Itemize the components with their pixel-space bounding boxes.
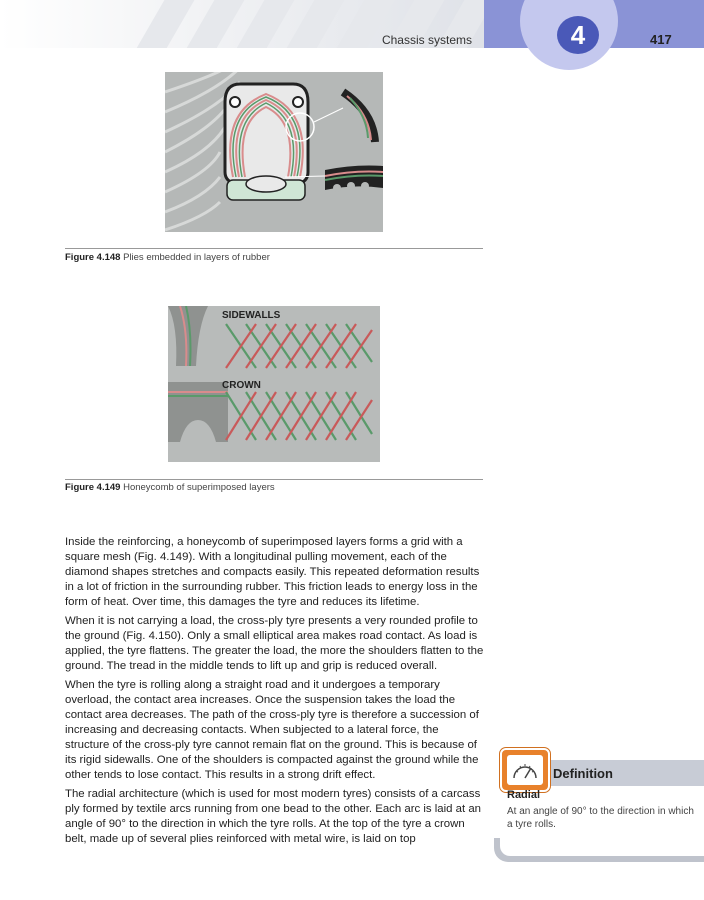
honeycomb-illustration: [168, 306, 380, 462]
definition-box: [494, 760, 704, 862]
body-text: [65, 535, 485, 851]
definition-frame-inner: [500, 838, 704, 856]
figure-number: Figure 4.148: [65, 252, 121, 263]
chapter-badge: 4: [557, 16, 599, 54]
figure-caption: [65, 252, 270, 263]
page-number: 417: [650, 32, 672, 47]
definition-term: Radial: [507, 789, 541, 801]
paragraph: When it is not carrying a load, the cross-ply tyre presents a very rounded profile to the ground (Fig. 4.150). Only a small elliptical area makes road contact. As load is applied, the tyre flattens. The greater the load, the more the shoulders flatten to the ground. The tread in the middle tends to lift up and grip is reduced overall.: [65, 615, 484, 672]
figure-number: Figure 4.149: [65, 482, 121, 493]
figure-caption-text: Plies embedded in layers of rubber: [123, 252, 270, 263]
sidewalls-label: SIDEWALLS: [222, 310, 281, 321]
definition-title: Definition: [553, 766, 613, 781]
figure-honeycomb: [168, 306, 380, 462]
figure-caption-text: Honeycomb of superimposed layers: [123, 482, 275, 493]
gauge-icon: [500, 748, 550, 792]
caption-rule: [65, 479, 483, 480]
figure-caption: [65, 482, 275, 493]
paragraph: The radial architecture (which is used for most modern tyres) consists of a carcass ply formed by textile arcs running from one bead to the other. Each arc is laid at an angle of 90° to the direction in which the tyre rolls. At the top of the tyre a crown belt, made up of several plies reinforced with metal wire, is laid on top: [65, 788, 481, 845]
definition-text: At an angle of 90° to the direction in which a tyre rolls.: [507, 806, 694, 830]
tyre-cross-section-illustration: [165, 72, 383, 232]
paragraph: When the tyre is rolling along a straight road and it undergoes a temporary overload, the contact area increases. Once the suspension takes the load the contact area decreases. The path of the cross-ply tyre is therefore a succession of increasing and decreasing contacts. When subjected to a lateral force, the structure of the cross-ply tyre cannot remain flat on the ground. This is because of its rigid sidewalls. One of the shoulders is compacted against the ground while the other tends to lose contact. This results in a strong drift effect.: [65, 679, 479, 781]
crown-label: CROWN: [222, 380, 261, 391]
paragraph: Inside the reinforcing, a honeycomb of superimposed layers forms a grid with a square mesh (Fig. 4.149). With a longitudinal pulling movement, each of the diamond shapes stretches and compacts easily. This repeated deformation results in a lot of friction in the surrounding rubber. This friction leads to energy loss in the form of heat. Over time, this damages the tyre and reduces its lifetime.: [65, 536, 480, 608]
section-title: Chassis systems: [381, 33, 472, 47]
figure-tyre-plies: [165, 72, 383, 232]
caption-rule: [65, 248, 483, 249]
